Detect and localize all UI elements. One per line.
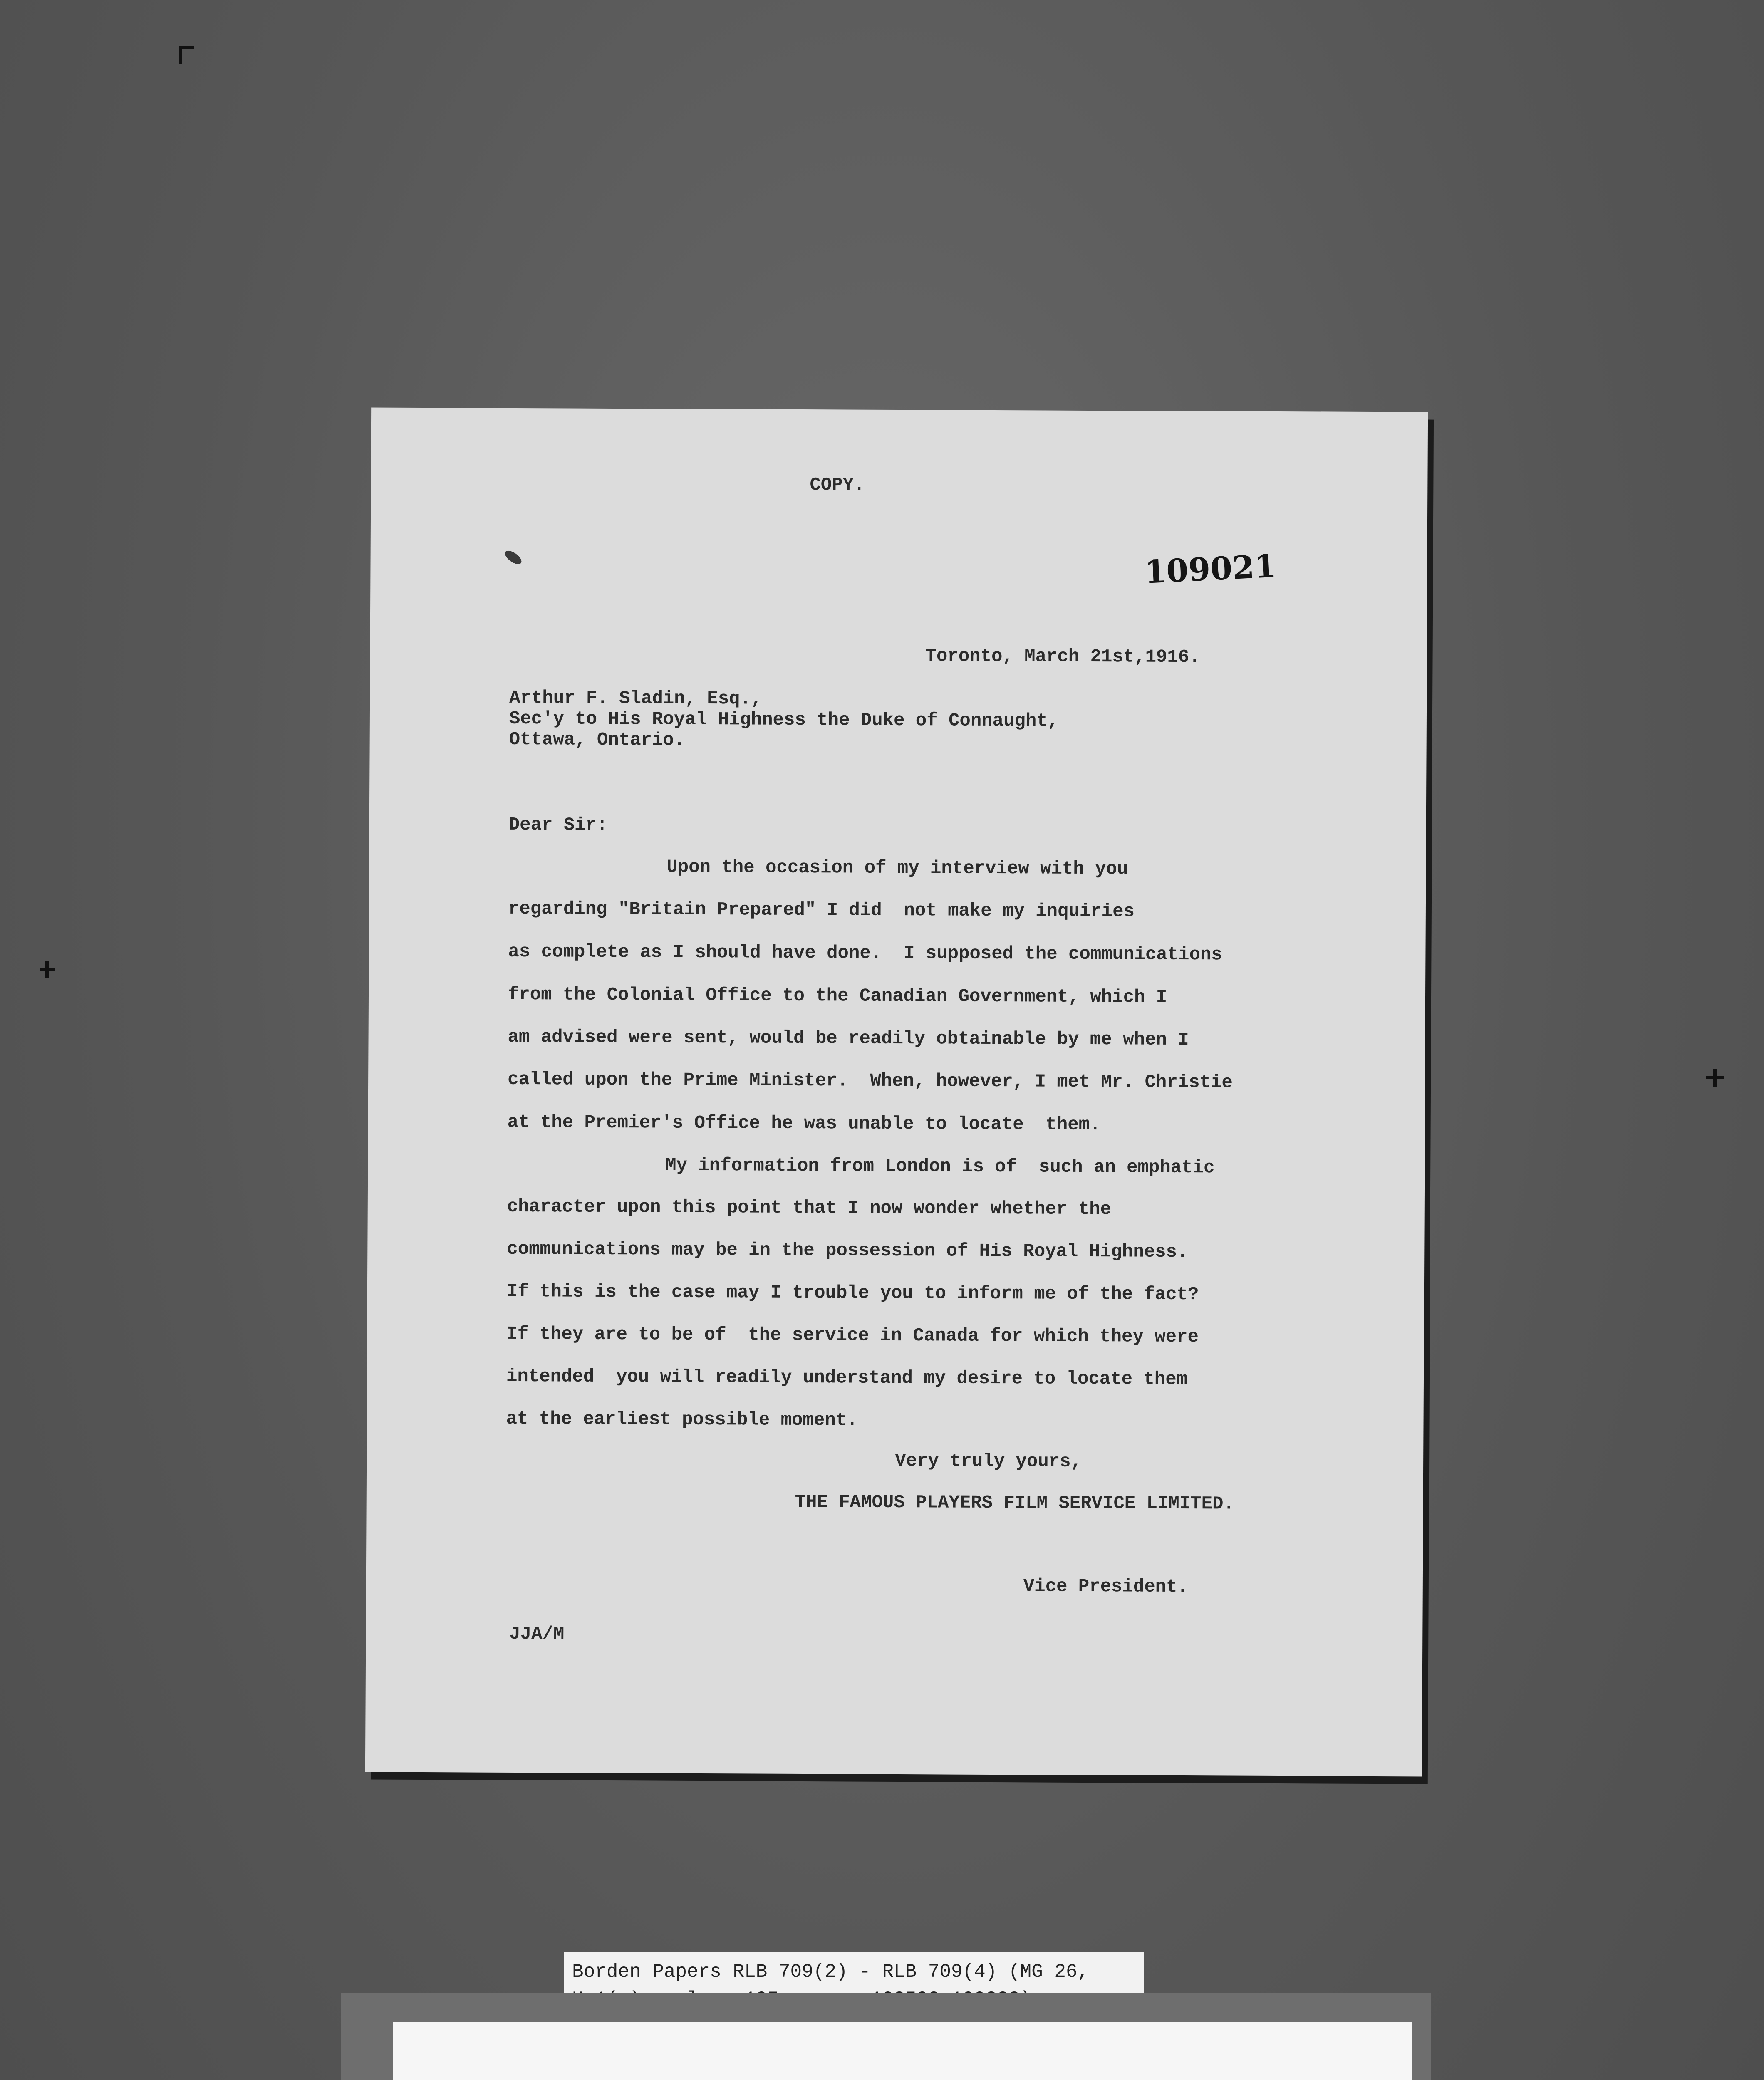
date-line: Toronto, March 21st,1916. [925, 646, 1200, 668]
body-line: character upon this point that I now wonder whether the [507, 1196, 1112, 1220]
body-line: at the Premier's Office he was unable to locate them. [507, 1112, 1101, 1136]
recipient-line: Arthur F. Sladin, Esq., [509, 687, 762, 710]
body-line: Upon the occasion of my interview with you [666, 857, 1128, 880]
body-line: My information from London is of such an emphatic [665, 1155, 1215, 1179]
archives-card [393, 2022, 1412, 2080]
signer-title: Vice President. [1023, 1576, 1189, 1598]
right-registration-tick-bar [1706, 1076, 1724, 1079]
body-line: communications may be in the possession of His Royal Highness. [507, 1238, 1188, 1263]
body-line: as complete as I should have done. I supposed the communications [508, 941, 1222, 966]
body-line: am advised were sent, would be readily obtainable by me when I [508, 1026, 1189, 1051]
body-line: If they are to be of the service in Canada for which they were [506, 1323, 1199, 1348]
body-line: at the earliest possible moment. [506, 1408, 858, 1431]
body-line: regarding "Britain Prepared" I did not make my inquiries [508, 898, 1135, 922]
left-registration-tick-bar [40, 968, 55, 971]
salutation: Dear Sir: [508, 814, 608, 836]
closing: Very truly yours, [895, 1450, 1082, 1472]
body-line: called upon the Prime Minister. When, however, I met Mr. Christie [508, 1069, 1233, 1093]
ink-smudge [503, 548, 523, 567]
company-name: THE FAMOUS PLAYERS FILM SERVICE LIMITED. [795, 1491, 1234, 1515]
crop-corner-mark [179, 46, 194, 64]
body-line: intended you will readily understand my desire to locate them [506, 1366, 1188, 1390]
body-line: If this is the case may I trouble you to inform me of the fact? [506, 1281, 1199, 1305]
recipient-line: Ottawa, Ontario. [509, 729, 685, 751]
document-number-stamp: 109021 [1143, 547, 1277, 591]
recipient-line: Sec'y to His Royal Highness the Duke of Connaught, [509, 708, 1059, 732]
typist-initials: JJA/M [509, 1623, 565, 1645]
reference-line: Borden Papers RLB 709(2) - RLB 709(4) (MG 26, [572, 1961, 1089, 1983]
letter-page [365, 407, 1428, 1776]
copy-mark: COPY. [810, 475, 865, 496]
body-line: from the Colonial Office to the Canadian Government, which I [508, 984, 1167, 1008]
